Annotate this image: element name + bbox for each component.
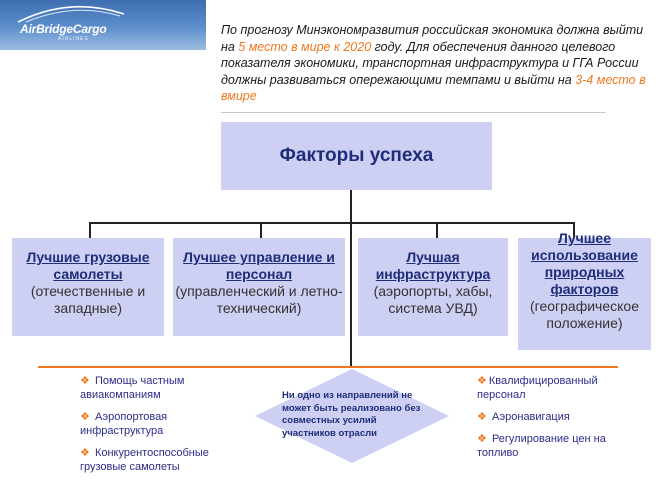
factor-description: (управленческий и летно-технический) [175,283,343,316]
factor-box-aircraft [12,238,164,336]
logo-name: AirBridgeCargo [20,22,107,36]
logo-tagline: AIRLINES [58,36,89,42]
list-item [477,374,637,402]
intro-paragraph [221,22,651,105]
list-item-text: Квалифицированный персонал [477,375,598,401]
list-item [80,374,245,402]
connector-main-vertical [350,190,352,366]
intro-divider [221,112,606,113]
bullet-diamond-icon: ❖ [80,447,90,459]
bullet-diamond-icon: ❖ [80,375,90,387]
left-bullet-list [80,374,245,482]
center-note: Ни одно из направлений не может быть реализовано без совместных усилий участников отрасли [282,390,421,439]
list-item [477,432,637,460]
bullet-diamond-icon: ❖ [477,375,487,387]
list-item-text: Аэронавигация [491,411,570,423]
airbridgecargo-logo [0,0,206,50]
list-item [477,410,637,424]
factor-description: (географическое положение) [530,298,639,331]
success-factors-box: Факторы успеха [221,122,492,190]
factor-title: Лучшее управление и персонал [183,249,335,282]
intro-highlight-2: 3-4 место в вмире [221,72,646,103]
connector-factor-1 [89,222,91,238]
intro-highlight-1: 5 место в мире к 2020 [238,39,372,54]
bullet-diamond-icon: ❖ [477,433,487,445]
list-item-text: Аэропортовая инфраструктура [80,411,168,437]
factor-title: Лучшее использование природных факторов [531,230,638,297]
list-item-text: Регулирование цен на топливо [477,433,606,459]
list-item-text: Помощь частным авиакомпаниям [80,375,185,401]
connector-factor-2 [260,222,262,238]
bullet-diamond-icon: ❖ [477,411,487,423]
connector-factor-3 [436,222,438,238]
list-item [80,410,245,438]
list-item [80,446,245,474]
factor-box-natural [518,230,651,350]
connector-horizontal [89,222,574,224]
factor-description: (отечественные и западные) [30,283,146,316]
bullet-diamond-icon: ❖ [80,411,90,423]
factor-box-infrastructure [358,238,508,336]
factor-title: Лучшие грузовые самолеты [26,249,150,282]
factor-box-management [173,238,345,336]
intro-text-2: году. Для обеспечения данного целевого показателя экономики, транспортная инфраструктура и ГГА России должны развиваться опережающими темпами и выйти на [221,39,639,87]
factor-title: Лучшая инфраструктура [375,249,491,282]
list-item-text: Конкурентоспособные грузовые самолеты [80,447,209,473]
right-bullet-list [477,374,637,468]
factor-description: (аэропорты, хабы, система УВД) [373,283,493,316]
intro-text-1: По прогнозу Минэкономразвития российская экономика должна выйти на [221,23,644,54]
